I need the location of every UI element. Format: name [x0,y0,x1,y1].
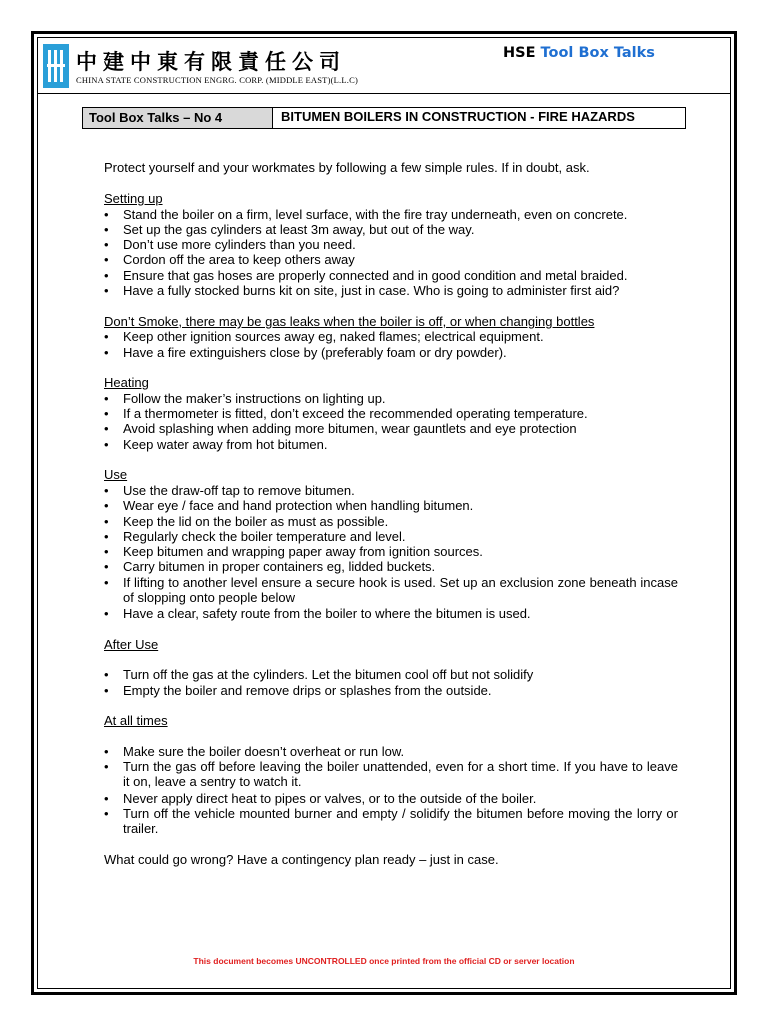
company-name-english: CHINA STATE CONSTRUCTION ENGRG. CORP. (MIDDLE EAST)(L.L.C) [76,75,358,85]
uncontrolled-notice: This document becomes UNCONTROLLED once printed from the official CD or server location [193,956,575,966]
section-heading-use: Use [104,467,128,482]
talk-topic: BITUMEN BOILERS IN CONSTRUCTION - FIRE HAZARDS [281,109,635,124]
page-header [38,38,730,94]
closing-text: What could go wrong? Have a contingency plan ready – just in case. [104,852,499,867]
hse-prefix: HSE [503,45,536,61]
company-logo [43,44,69,88]
section-heading-dont-smoke: Don’t Smoke, there may be gas leaks when the boiler is off, or when changing bottles [104,314,595,329]
section-heading-after-use: After Use [104,637,159,652]
talk-title-box [82,107,686,129]
section-heading-heating: Heating [104,375,149,390]
company-name-chinese: 中建中東有限責任公司 [76,49,346,74]
talk-number: Tool Box Talks – No 4 [83,108,273,128]
header-divider [38,93,730,94]
section-heading-at-all-times: At all times [104,713,168,728]
hse-title-text: Tool Box Talks [540,45,655,61]
intro-text: Protect yourself and your workmates by following a few simple rules. If in doubt, ask. [104,160,590,175]
hse-title [503,45,655,61]
section-heading-setting-up: Setting up [104,191,163,206]
